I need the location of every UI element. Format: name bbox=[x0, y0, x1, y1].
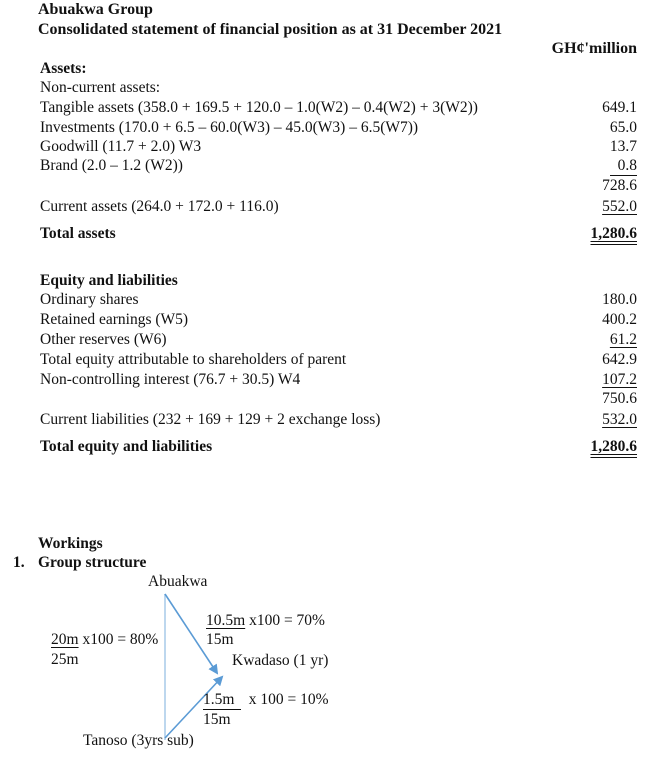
total-assets-label: Total assets bbox=[40, 225, 116, 242]
row-label-tangible-assets: Tangible assets (358.0 + 169.5 + 120.0 – 1.0(W2) – 0.4(W2) + 3(W2)) bbox=[40, 99, 478, 116]
link-tanoso-kwadaso-numerator: 1.5m bbox=[203, 691, 241, 710]
equity-liabilities-heading: Equity and liabilities bbox=[40, 272, 178, 289]
link-tanoso-kwadaso-denominator: 15m bbox=[203, 711, 231, 728]
total-equity-liabilities-value: 1,280.6 bbox=[590, 438, 637, 455]
link-tanoso-kwadaso-rest: x 100 = 10% bbox=[241, 691, 329, 708]
row-label-ordinary-shares: Ordinary shares bbox=[40, 291, 139, 308]
row-value-goodwill: 13.7 bbox=[609, 138, 637, 155]
row-label-goodwill: Goodwill (11.7 + 2.0) W3 bbox=[40, 138, 202, 155]
row-value-investments: 65.0 bbox=[609, 119, 637, 136]
link-parent-tanoso-numerator: 20m bbox=[51, 631, 79, 648]
row-value-ordinary-shares: 180.0 bbox=[602, 291, 637, 308]
row-label-nci: Non-controlling interest (76.7 + 30.5) W4 bbox=[40, 371, 301, 388]
row-label-current-liabilities: Current liabilities (232 + 169 + 129 + 2 exchange loss) bbox=[40, 411, 381, 428]
link-parent-kwadaso-rest: x100 = 70% bbox=[245, 612, 325, 629]
brand-value-text: 0.8 bbox=[610, 157, 637, 176]
link-parent-kwadaso-denominator: 15m bbox=[206, 631, 234, 648]
row-label-current-assets: Current assets (264.0 + 172.0 + 116.0) bbox=[40, 198, 279, 215]
link-parent-kwadaso-numerator: 10.5m bbox=[206, 612, 246, 629]
parent-node-abuakwa: Abuakwa bbox=[148, 573, 208, 590]
row-label-retained-earnings: Retained earnings (W5) bbox=[40, 311, 189, 328]
row-value-retained-earnings: 400.2 bbox=[602, 311, 637, 328]
link-parent-tanoso-calc bbox=[51, 630, 158, 650]
row-value-current-assets: 552.0 bbox=[602, 198, 637, 215]
row-label-other-reserves: Other reserves (W6) bbox=[40, 331, 167, 348]
total-assets-value: 1,280.6 bbox=[590, 225, 637, 242]
assets-heading: Assets: bbox=[40, 60, 87, 77]
non-current-assets-heading: Non-current assets: bbox=[40, 79, 161, 96]
workings-item-title: Group structure bbox=[38, 554, 147, 571]
company-name: Abuakwa Group bbox=[38, 1, 153, 18]
subsidiary-node-tanoso: Tanoso (3yrs sub) bbox=[83, 732, 194, 749]
subsidiary-node-kwadaso: Kwadaso (1 yr) bbox=[232, 652, 329, 669]
non-current-assets-subtotal: 728.6 bbox=[602, 177, 637, 194]
link-tanoso-kwadaso-calc bbox=[203, 690, 329, 710]
workings-item-number: 1. bbox=[13, 554, 25, 571]
currency-column-header: GH¢'million bbox=[551, 40, 637, 57]
row-value-nci: 107.2 bbox=[602, 371, 637, 388]
row-value-other-reserves: 61.2 bbox=[609, 331, 637, 348]
equity-subtotal: 750.6 bbox=[602, 390, 637, 407]
workings-heading: Workings bbox=[38, 535, 103, 552]
total-equity-liabilities-label: Total equity and liabilities bbox=[40, 438, 213, 455]
row-label-total-equity-parent: Total equity attributable to shareholders of parent bbox=[40, 351, 347, 368]
link-parent-tanoso-rest: x100 = 80% bbox=[78, 631, 159, 648]
row-label-investments: Investments (170.0 + 6.5 – 60.0(W3) – 45.0(W3) – 6.5(W7)) bbox=[40, 119, 419, 136]
link-parent-tanoso-denominator: 25m bbox=[51, 651, 79, 668]
statement-title: Consolidated statement of financial position as at 31 December 2021 bbox=[38, 21, 503, 38]
row-value-tangible-assets: 649.1 bbox=[602, 99, 637, 116]
link-parent-kwadaso-calc bbox=[206, 611, 325, 631]
row-value-current-liabilities: 532.0 bbox=[602, 411, 637, 428]
row-label-brand: Brand (2.0 – 1.2 (W2)) bbox=[40, 157, 183, 174]
row-value-total-equity-parent: 642.9 bbox=[602, 351, 637, 368]
